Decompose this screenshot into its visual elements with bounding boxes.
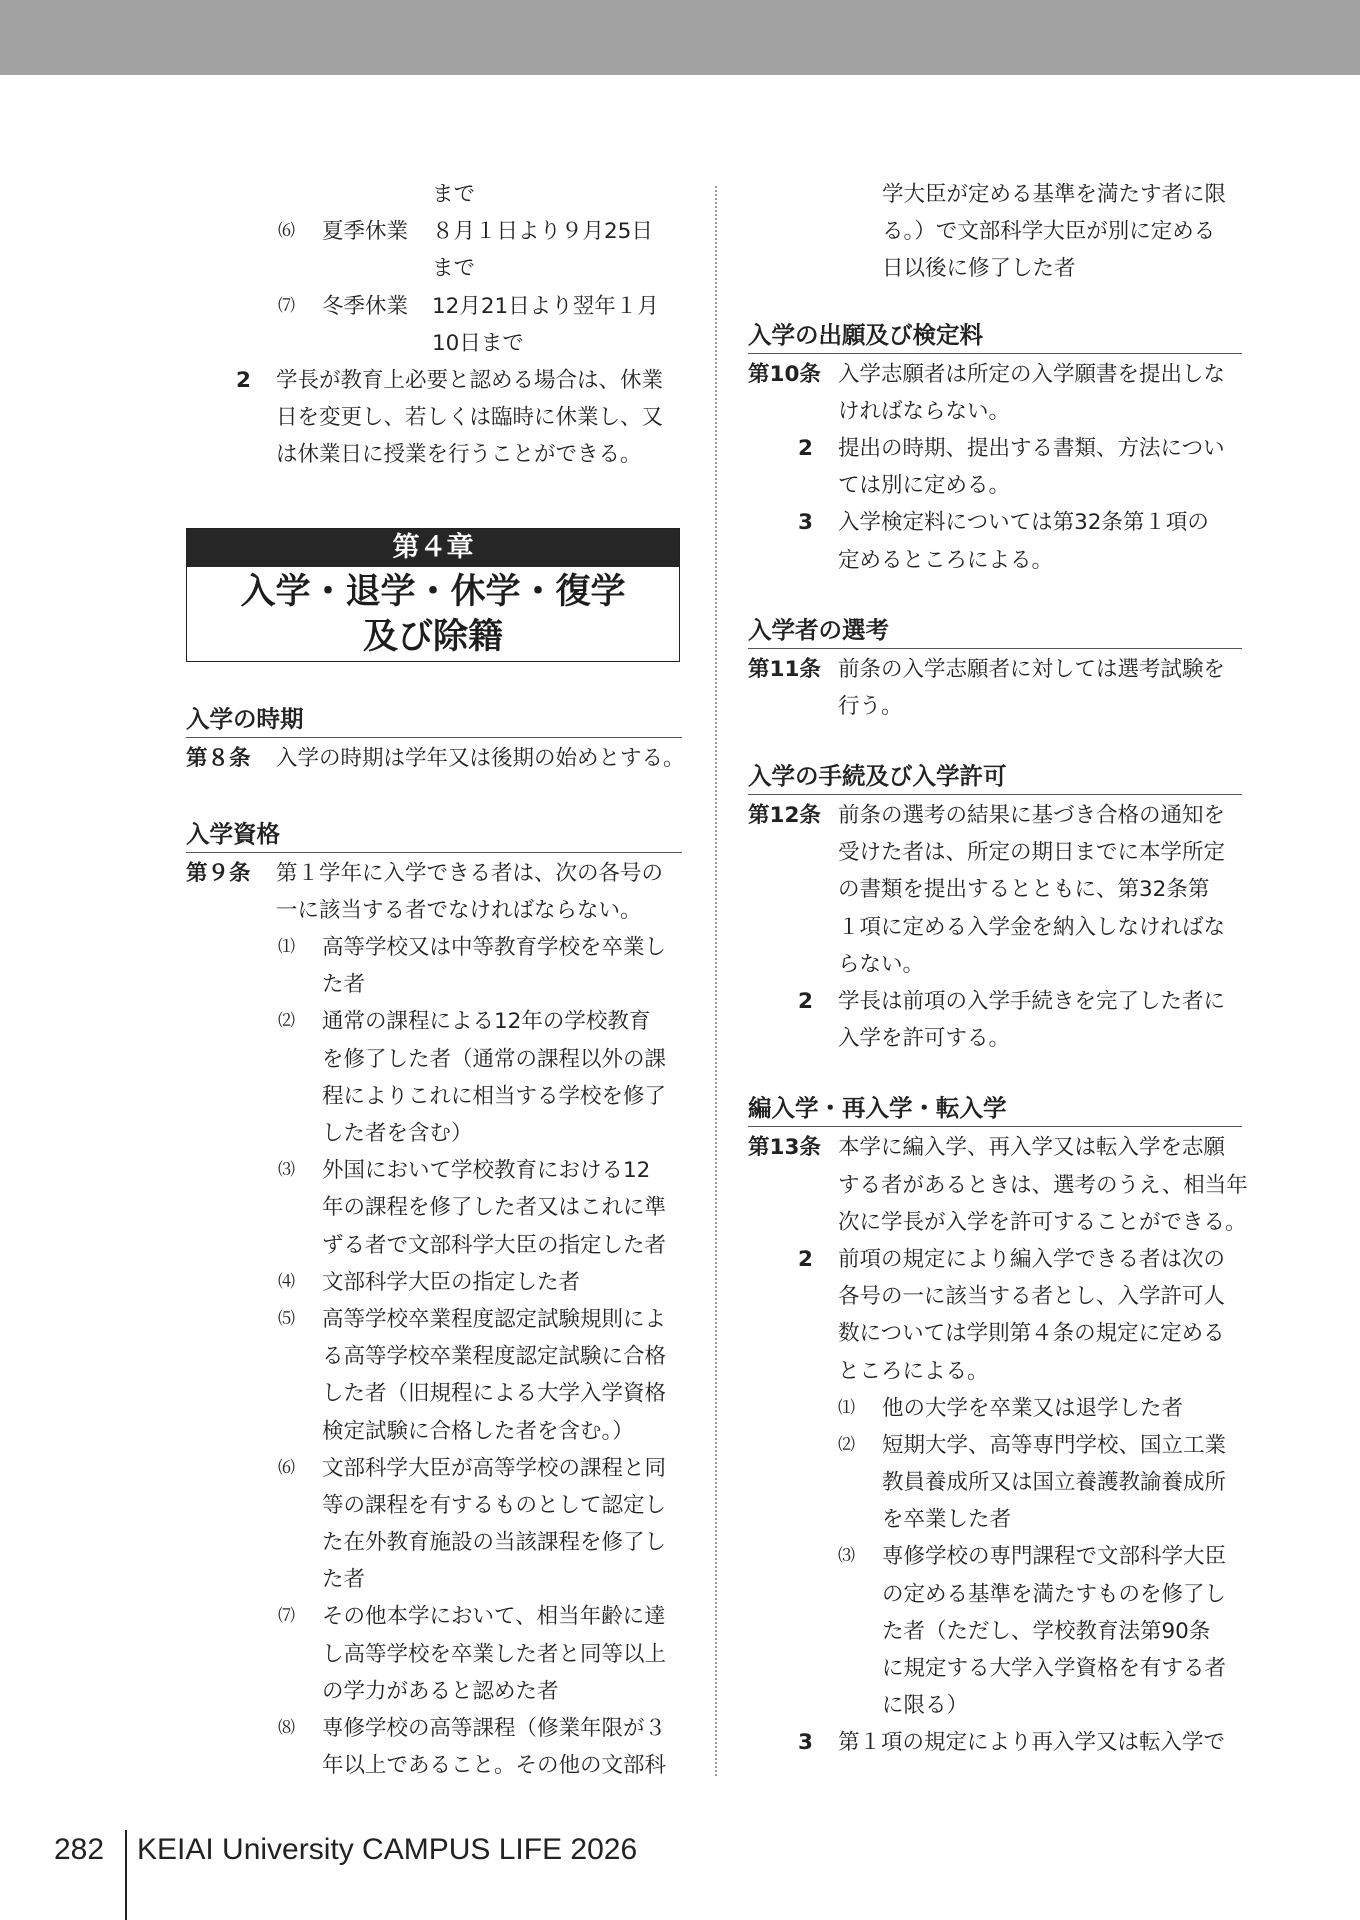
section-heading: 入学の出願及び検定料 [748,318,1242,354]
list-item: ⑴ 高等学校又は中等教育学校を卒業し [186,929,682,966]
text-line: 日以後に修了した者 [882,256,1076,282]
text-line: を修了した者（通常の課程以外の課 [322,1046,667,1072]
chapter-title: 入学・退学・休学・復学 及び除籍 [240,571,626,657]
list-item: ⑴ 他の大学を卒業又は退学した者 [748,1390,1242,1427]
article-label: 第12条 [748,803,821,829]
text-line: １項に定める入学金を納入しなければな [838,914,1226,940]
list-item: ⑶ 外国において学校教育における12 [186,1152,682,1189]
article-label: 第９条 [186,860,251,886]
text-line: 受けた者は、所定の期日までに本学所定 [838,840,1226,866]
text-line: 一に該当する者でなければならない。 [276,897,642,923]
header-band [0,0,1360,75]
item-number: ⑵ [278,1011,295,1032]
text-line: 年の課程を修了した者又はこれに準 [322,1195,667,1221]
paragraph-number: 2 [798,435,813,461]
list-item: ⑷ 文部科学大臣の指定した者 [186,1264,682,1301]
item-number: ⑴ [278,937,295,958]
list-item: ⑵ 通常の課程による12年の学校教育 [186,1003,682,1040]
page-footer [54,1830,638,1870]
holiday-date: ８月１日より９月25日 [432,219,653,245]
item-number: ⑺ [278,295,295,316]
article-line: 第８条 入学の時期は学年又は後期の始めとする。 [186,740,682,777]
section-heading: 入学者の選考 [748,613,1242,649]
section-heading: 入学資格 [186,817,682,853]
text-line: まで [432,182,476,207]
section-heading: 入学の手続及び入学許可 [748,759,1242,795]
paragraph-number: 3 [798,1730,813,1756]
text-line: の学力があると認めた者 [322,1678,559,1704]
text-line: 入学を許可する。 [838,1026,1011,1052]
text-line: ずる者で文部科学大臣の指定した者 [322,1232,667,1258]
article-label: 第13条 [748,1135,821,1161]
paragraph-number: 3 [798,510,813,536]
article-label: 第11条 [748,656,821,682]
item-number: ⑷ [278,1271,295,1292]
text-line: する者があるときは、選考のうえ、相当年 [838,1172,1248,1198]
text-line: に規定する大学入学資格を有する者 [882,1656,1227,1681]
holiday-date: 12月21日より翌年１月 [432,293,659,319]
text-line: した者（旧規程による大学入学資格 [322,1381,667,1407]
item-number: ⑵ [838,1434,855,1455]
footer-separator [125,1830,127,1920]
text-line: 次に学長が入学を許可することができる。 [838,1209,1247,1235]
holiday-item [186,213,682,250]
text-line: 教員養成所又は国立養護教諭養成所 [882,1470,1227,1496]
chapter-label: 第４章 [187,529,679,567]
article-line: 第12条 前条の選考の結果に基づき合格の通知を [748,797,1242,834]
holiday-name: 冬季休業 [322,293,409,319]
text-line: た者 [322,1567,366,1593]
list-item: ⑸ 高等学校卒業程度認定試験規則によ [186,1301,682,1338]
list-item: ⑶ 専修学校の専門課程で文部科学大臣 [748,1538,1242,1575]
item-number: ⑸ [278,1308,295,1329]
text-line: を卒業した者 [882,1507,1012,1533]
list-item: ⑺ その他本学において、相当年齢に達 [186,1598,682,1635]
text-line: る。）で文部科学大臣が別に定める [882,219,1216,245]
text-line: の定める基準を満たすものを修了し [882,1581,1227,1607]
paragraph-number: 2 [236,367,251,393]
list-item: ⑹ 文部科学大臣が高等学校の課程と同 [186,1450,682,1487]
text-line: ところによる。 [838,1358,989,1384]
item-number: ⑹ [278,221,295,242]
article-line: 第11条 前条の入学志願者に対しては選考試験を [748,651,1242,688]
text-line: 行う。 [838,693,903,719]
text-line: まで [432,256,476,282]
publication-title: KEIAI University CAMPUS LIFE 2026 [137,1833,638,1866]
holiday-item [186,288,682,325]
text-line: る高等学校卒業程度認定試験に合格 [322,1344,667,1370]
article-label: 第８条 [186,745,251,771]
text-line: 日を変更し、若しくは臨時に休業し、又 [276,405,664,431]
paragraph-line: 2 前項の規定により編入学できる者は次の [748,1241,1242,1278]
text-line: 検定試験に合格した者を含む。） [322,1418,634,1444]
item-number: ⑻ [278,1718,295,1738]
text-line: 年以上であること。その他の文部科 [322,1753,667,1779]
paragraph-line: 2 提出の時期、提出する書類、方法につい [748,430,1242,467]
text-line: た者（ただし、学校教育法第90条 [882,1618,1211,1644]
item-number: ⑶ [278,1160,295,1181]
text-line: 数については学則第４条の規定に定める [838,1321,1225,1347]
list-item: ⑵ 短期大学、高等専門学校、国立工業 [748,1427,1242,1464]
chapter-box [186,528,680,662]
text-line: た在外教育施設の当該課程を修了し [322,1530,667,1556]
right-column [748,176,1248,1762]
item-number: ⑹ [278,1457,295,1478]
paragraph-line: 3 入学検定料については第32条第１項の [748,504,1242,541]
article-line: 第13条 本学に編入学、再入学又は転入学を志願 [748,1129,1242,1166]
text-line: 程によりこれに相当する学校を修了 [322,1083,667,1109]
text-line: した者を含む） [322,1121,473,1146]
section-heading: 入学の時期 [186,702,682,738]
text-line: らない。 [838,951,925,977]
text-line: 各号の一に該当する者とし、入学許可人 [838,1284,1226,1310]
item-number: ⑶ [838,1546,855,1567]
article-line: 第９条 第１学年に入学できる者は、次の各号の [186,855,682,892]
text-line: 等の課程を有するものとして認定し [322,1492,667,1518]
paragraph-number: 2 [798,989,813,1014]
item-number: ⑴ [838,1397,855,1418]
text-line: ては別に定める。 [838,473,1011,499]
list-item: ⑻ 専修学校の高等課程（修業年限が３ [186,1710,682,1747]
paragraph-line: 2 学長は前項の入学手続きを完了した者に [748,983,1242,1020]
article-label: 第10条 [748,361,821,387]
text-line: 学大臣が定める基準を満たす者に限 [882,182,1227,207]
column-divider [715,186,717,1776]
text-line: の書類を提出するとともに、第32条第 [838,877,1210,903]
paragraph-line: 2 学長が教育上必要と認める場合は、休業 [186,362,682,399]
paragraph-number: 2 [798,1246,813,1272]
text-line: し高等学校を卒業した者と同等以上 [322,1641,667,1667]
text-line: 10日まで [432,330,524,356]
left-column [186,176,685,1784]
paragraph-line: 3 第１項の規定により再入学又は転入学で [748,1724,1242,1761]
item-number: ⑺ [278,1606,295,1627]
section-heading: 編入学・再入学・転入学 [748,1091,1242,1127]
text-line: 定めるところによる。 [838,547,1054,573]
text-line: は休業日に授業を行うことができる。 [276,442,642,468]
article-line: 第10条 入学志願者は所定の入学願書を提出しな [748,356,1242,393]
text-line: に限る） [882,1693,969,1719]
text-line: た者 [322,972,366,998]
text-line: ければならない。 [838,398,1011,424]
page-number: 282 [54,1833,105,1866]
holiday-name: 夏季休業 [322,219,409,245]
